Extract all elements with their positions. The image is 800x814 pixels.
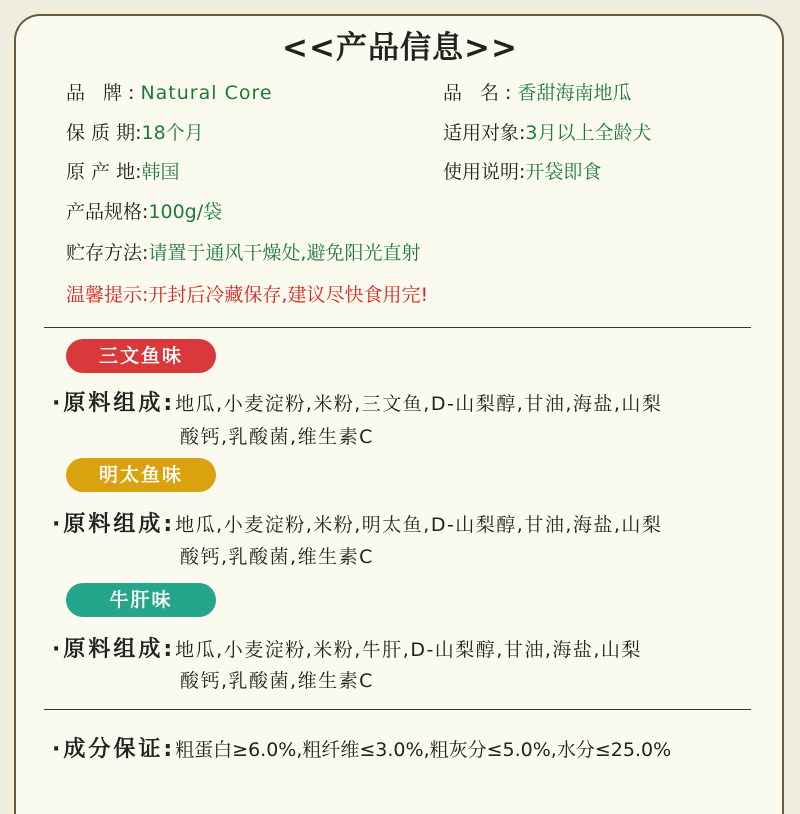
target-row: [443, 118, 652, 145]
storage-label: 贮存方法:: [66, 242, 149, 264]
flavor-badge-beef-liver: 牛肝味: [66, 583, 216, 617]
origin-label: 原 产 地:: [66, 161, 142, 183]
storage-value: 请置于通风干燥处,避免阳光直射: [148, 242, 421, 264]
flavor-badge-pollock: 明太鱼味: [66, 458, 216, 492]
ingredients-row-salmon: [52, 386, 662, 417]
usage-label: 使用说明:: [443, 161, 526, 183]
ingredients-row-beef-liver: [52, 632, 642, 663]
guarantee-row: [52, 732, 671, 763]
origin-value: 韩国: [141, 161, 180, 183]
flavor-badge-salmon: 三文鱼味: [66, 339, 216, 373]
ingredients-label: ·原料组成:: [52, 637, 176, 662]
divider-bottom: [44, 709, 751, 710]
ingredients-line1: 地瓜,小麦淀粉,米粉,明太鱼,D-山梨醇,甘油,海盐,山梨: [175, 514, 663, 536]
ingredients-label: ·原料组成:: [52, 391, 176, 416]
usage-value: 开袋即食: [525, 161, 602, 183]
usage-row: [443, 157, 601, 184]
shelf-value: 18个月: [141, 122, 204, 144]
shelf-label: 保 质 期:: [66, 122, 142, 144]
guarantee-label: ·成分保证:: [52, 737, 176, 762]
ingredients-line1: 地瓜,小麦淀粉,米粉,三文鱼,D-山梨醇,甘油,海盐,山梨: [175, 393, 663, 415]
ingredients-row-pollock: [52, 507, 662, 538]
brand-row: [66, 78, 273, 105]
tip-label: 温馨提示:: [66, 284, 149, 306]
brand-value: Natural Core: [140, 82, 273, 104]
tip-value: 开封后冷藏保存,建议尽快食用完!: [148, 284, 429, 306]
target-value: 3月以上全龄犬: [525, 122, 652, 144]
guarantee-value: 粗蛋白≥6.0%,粗纤维≤3.0%,粗灰分≤5.0%,水分≤25.0%: [175, 739, 672, 761]
tip-row: [66, 280, 428, 307]
name-value: 香甜海南地瓜: [517, 82, 632, 104]
target-label: 适用对象:: [443, 122, 526, 144]
page-title: <<产品信息>>: [282, 30, 518, 66]
ingredients-line1: 地瓜,小麦淀粉,米粉,牛肝,D-山梨醇,甘油,海盐,山梨: [175, 639, 642, 661]
spec-value: 100g/袋: [148, 201, 223, 223]
ingredients-line2-beef-liver: 酸钙,乳酸菌,维生素C: [180, 670, 374, 692]
ingredients-line2-pollock: 酸钙,乳酸菌,维生素C: [180, 546, 374, 568]
origin-row: [66, 157, 180, 184]
brand-label: 品 牌:: [66, 82, 141, 104]
name-row: [443, 78, 631, 105]
spec-row: [66, 197, 222, 224]
name-label: 品 名:: [443, 82, 518, 104]
storage-row: [66, 238, 420, 265]
spec-label: 产品规格:: [66, 201, 149, 223]
divider-top: [44, 327, 751, 328]
shelf-row: [66, 118, 204, 145]
ingredients-label: ·原料组成:: [52, 512, 176, 537]
ingredients-line2-salmon: 酸钙,乳酸菌,维生素C: [180, 426, 374, 448]
